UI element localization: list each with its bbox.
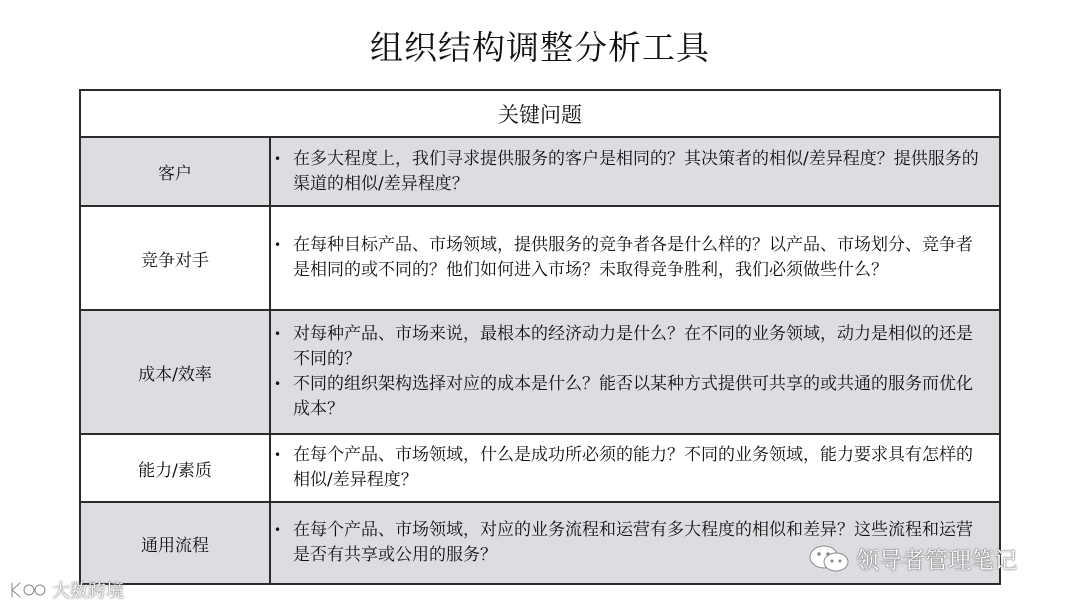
row-label: 竞争对手 <box>80 206 270 310</box>
table-row-competitor <box>80 206 1000 310</box>
question-item: • 在每个产品、市场领域，什么是成功所必须的能力？不同的业务领域，能力要求具有怎样的相似/差异程度？ <box>271 443 981 493</box>
row-questions <box>270 206 1000 310</box>
row-label: 客户 <box>80 137 270 206</box>
question-item: • 在每个产品、市场领域，对应的业务流程和运营有多大程度的相似和差异？这些流程和运营是否有共享或公用的服务？ <box>271 518 981 568</box>
watermark-left <box>8 577 124 603</box>
watermark-left-text: 大数跨境 <box>52 581 124 602</box>
question-item: • 对每种产品、市场来说，最根本的经济动力是什么？在不同的业务领域，动力是相似的还是不同的？ <box>271 322 981 372</box>
table-row-cost-efficiency <box>80 310 1000 434</box>
question-item: • 在每种目标产品、市场领域，提供服务的竞争者各是什么样的？以产品、市场划分、竞争者是相同的或不同的？他们如何进入市场？未取得竞争胜利，我们必须做些什么？ <box>271 233 981 283</box>
watermark-right-text: 领导者管理笔记 <box>856 548 1017 574</box>
row-questions <box>270 434 1000 502</box>
watermark-right <box>808 542 1017 575</box>
row-label: 成本/效率 <box>80 310 270 434</box>
page-title: 组织结构调整分析工具 <box>370 28 710 67</box>
row-label: 通用流程 <box>80 502 270 584</box>
key-questions-table <box>79 89 1001 585</box>
question-item: • 不同的组织架构选择对应的成本是什么？能否以某种方式提供可共享的或共通的服务而优化成本？ <box>271 372 981 422</box>
wechat-icon <box>808 544 850 574</box>
k-logo-icon <box>8 580 48 600</box>
row-questions <box>270 310 1000 434</box>
table-header: 关键问题 <box>80 90 1000 137</box>
row-label: 能力/素质 <box>80 434 270 502</box>
table-row-customer <box>80 137 1000 206</box>
table-row-capability <box>80 434 1000 502</box>
row-questions <box>270 137 1000 206</box>
question-item: • 在多大程度上，我们寻求提供服务的客户是相同的？其决策者的相似/差异程度？提供服务的渠道的相似/差异程度？ <box>271 147 981 197</box>
